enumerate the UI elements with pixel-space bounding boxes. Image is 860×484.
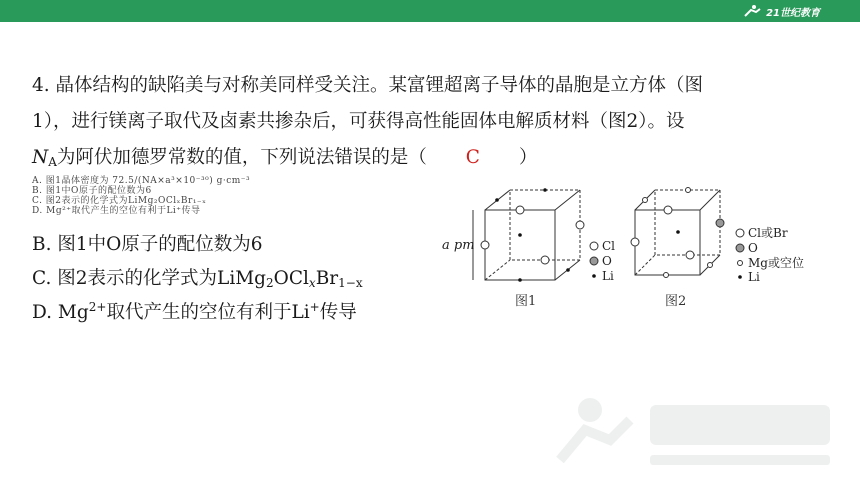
figure-1-atoms [481, 188, 584, 282]
question-line3-text: 为阿伏加德罗常数的值，下列说法错误的是（ [56, 147, 427, 168]
option-d-mid: 取代产生的空位有利于Li [106, 302, 310, 323]
runner-logo-icon [742, 4, 762, 18]
crystal-figure [440, 180, 820, 320]
legend2-o: O [748, 241, 758, 255]
question-line-1 [32, 68, 832, 104]
legend1-cl: Cl [602, 239, 616, 253]
question-line3-end: ） [518, 147, 538, 168]
legend1-li: Li [602, 269, 614, 283]
top-bar [0, 0, 860, 22]
option-d-sup2: + [309, 300, 320, 314]
figure-1-legend [590, 239, 615, 283]
question-line-3 [32, 140, 832, 180]
scanned-option-d: D. Mg²⁺取代产生的空位有利于Li⁺传导 [32, 206, 201, 216]
question-text [32, 68, 832, 180]
question-line1-text: 晶体结构的缺陷美与对称美同样受关注。某富锂超离子导体的晶胞是立方体（图 [55, 75, 704, 96]
option-d [32, 298, 357, 324]
figure-2-legend [736, 226, 804, 284]
figure-2-caption: 图2 [665, 294, 687, 309]
watermark-logo-icon [550, 380, 850, 480]
option-c-mid: OCl [273, 268, 309, 289]
figure-1-cube [485, 190, 580, 280]
legend2-cl-br: Cl或Br [748, 226, 788, 240]
answer-text: C [465, 147, 480, 168]
option-c [32, 264, 363, 290]
scanned-option-a: A. 图1晶体密度为 72.5/(NA×a³×10⁻³⁰) g·cm⁻³ [32, 176, 251, 186]
option-c-pre: C. 图2表示的化学式为LiMg [32, 268, 267, 289]
brand-logo [742, 2, 820, 20]
figure-1-caption: 图1 [515, 294, 537, 309]
a-dimension-label: a pm [442, 238, 475, 253]
question-number: 4. [32, 75, 50, 96]
avogadro-subscript: A [48, 155, 57, 169]
scanned-option-b: B. 图1中O原子的配位数为6 [32, 186, 152, 196]
avogadro-symbol: N [32, 147, 49, 168]
option-d-sup1: 2+ [88, 300, 107, 314]
question-line-2: 1），进行镁离子取代及卤素共掺杂后，可获得高性能固体电解质材料（图2）。设 [32, 111, 685, 132]
legend1-o: O [602, 254, 612, 268]
option-d-pre: D. Mg [32, 302, 89, 323]
option-c-sub1: 2 [266, 276, 274, 290]
scanned-options [32, 176, 432, 216]
option-d-end: 传导 [319, 302, 357, 323]
legend2-li: Li [748, 270, 760, 284]
option-c-sub3: 1−x [338, 276, 363, 290]
scanned-option-c: C. 图2表示的化学式为LiMg₂OClₓBr₁₋ₓ [32, 196, 207, 206]
option-c-sub2: x [308, 276, 316, 290]
option-b: B. 图1中O原子的配位数为6 [32, 234, 263, 255]
legend2-mg-vacancy: Mg或空位 [748, 256, 804, 270]
figure-2-atoms [631, 188, 724, 278]
brand-name: 21世纪教育 [766, 7, 820, 19]
option-c-mid2: Br [315, 268, 339, 289]
